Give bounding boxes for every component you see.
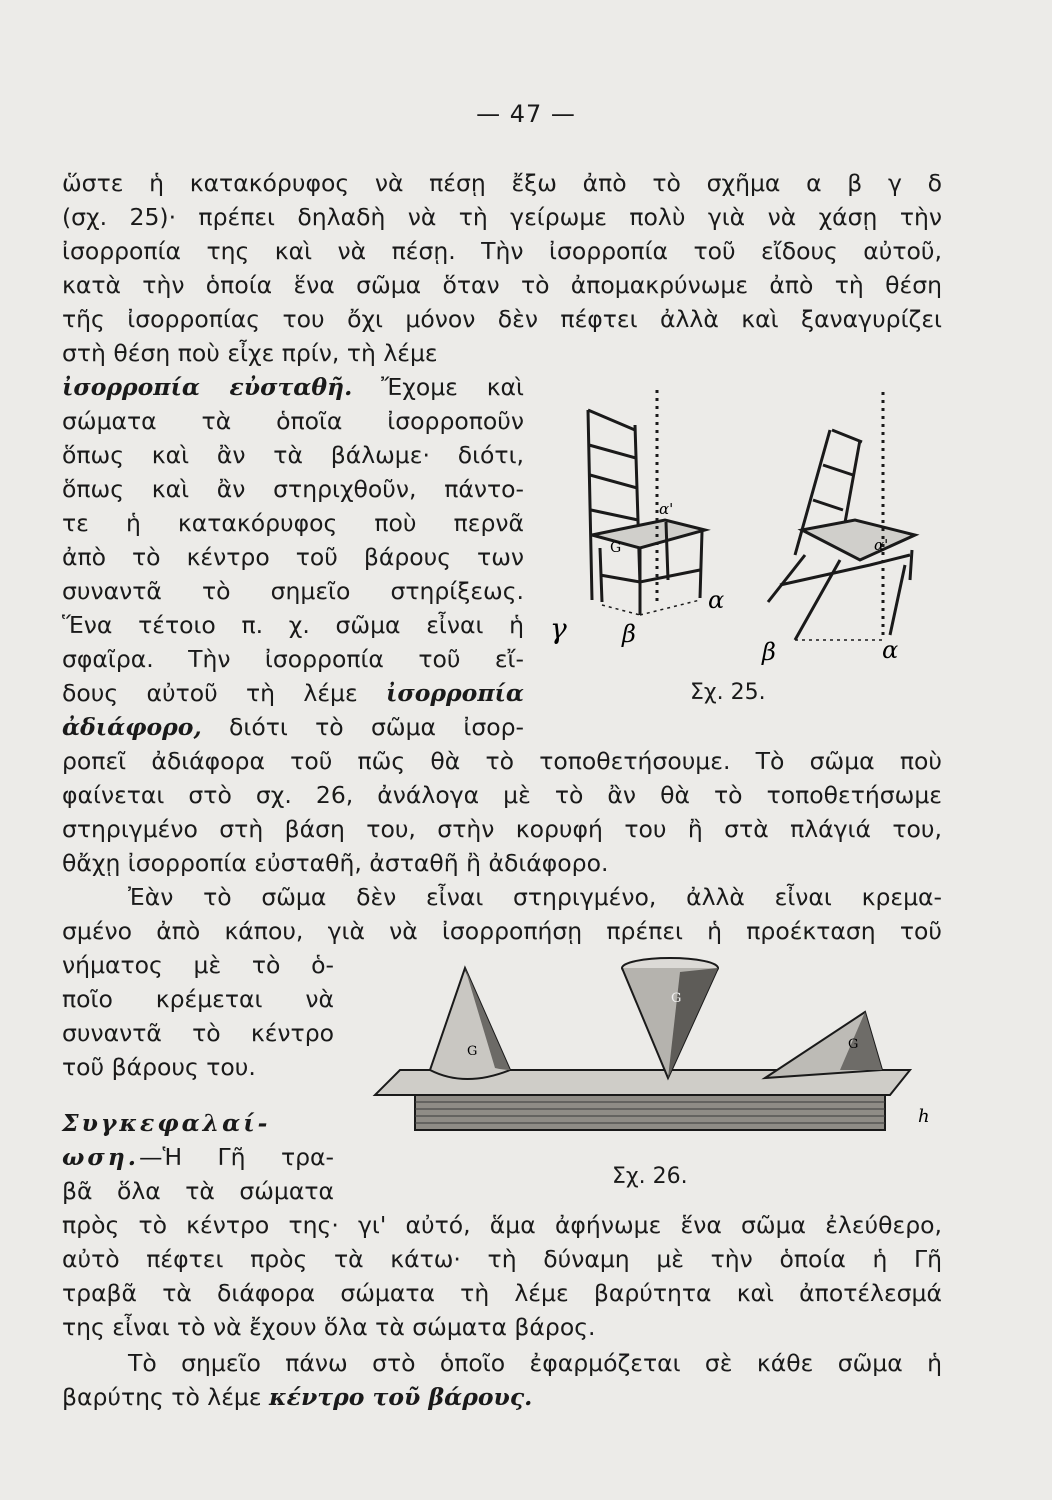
text-span: —Ἡ Γῆ τρα-: [138, 1143, 334, 1171]
figure-25-chairs: [540, 370, 940, 690]
text-line: Τὸ σημεῖο πάνω στὸ ὁποῖο ἐφαρμόζεται σὲ κάθε σῶμα ἡ: [128, 1349, 942, 1377]
text-line: ὅπως καὶ ἂν τὰ βάλωμε· διότι,: [62, 441, 524, 469]
label-gamma: γ: [550, 612, 567, 645]
label-alpha: α: [708, 586, 725, 614]
text-line: συναντᾶ τὸ κέντρο: [62, 1019, 334, 1047]
term-stable-equilibrium: ἰσορροπία εὐσταθῆ.: [62, 373, 353, 401]
text-line: σφαῖρα. Τὴν ἰσορροπία τοῦ εἴ-: [62, 645, 524, 673]
term-neutral-equilibrium: ἰσορροπία: [386, 679, 524, 707]
term-neutral: ἀδιάφορο,: [62, 713, 202, 741]
text-line: κατὰ τὴν ὁποία ἕνα σῶμα ὅταν τὸ ἀπομακρύνωμε ἀπὸ τὴ θέση: [62, 271, 942, 299]
figure-26-caption: Σχ. 26.: [612, 1164, 688, 1189]
text-line: ὥστε ἡ κατακόρυφος νὰ πέσῃ ἔξω ἀπὸ τὸ σχῆμα α β γ δ: [62, 169, 942, 197]
text-line: (σχ. 25)· πρέπει δηλαδὴ νὰ τὴ γείρωμε πολὺ γιὰ νὰ χάσῃ τὴν: [62, 203, 942, 231]
summary-heading: [62, 1106, 334, 1140]
text-line: Ἕνα τέτοιο π. χ. σῶμα εἶναι ἡ: [62, 611, 524, 639]
text-line: τοῦ βάρους του.: [62, 1053, 256, 1081]
text-line: βᾶ ὅλα τὰ σώματα: [62, 1177, 334, 1205]
text-line: της εἶναι τὸ νὰ ἔχουν ὅλα τὰ σώματα βάρος.: [62, 1313, 596, 1341]
text-line: τῆς ἰσορροπίας του ὄχι μόνον δὲν πέφτει ἀλλὰ καὶ ξαναγυρίζει: [62, 305, 942, 333]
text-line: ἀπὸ τὸ κέντρο τοῦ βάρους των: [62, 543, 524, 571]
text-line: [62, 1380, 942, 1414]
label-beta: β: [622, 620, 636, 648]
text-span: διότι τὸ σῶμα ἰσορ-: [201, 713, 524, 741]
text-span: Ἔχομε καὶ: [352, 373, 524, 401]
text-line: στηριγμένο στὴ βάση του, στὴν κορυφή του ἢ στὰ πλάγιά του,: [62, 815, 942, 843]
figure-26-cones: [370, 950, 960, 1140]
text-line: [62, 1140, 334, 1174]
text-line: ποῖο κρέμεται νὰ: [62, 985, 334, 1013]
text-line: θἄχῃ ἰσορροπία εὐσταθῆ, ἀσταθῆ ἢ ἀδιάφορο.: [62, 849, 609, 877]
label-g: G: [467, 1044, 478, 1059]
label-g: G: [848, 1037, 859, 1052]
text-line: Ἐὰν τὸ σῶμα δὲν εἶναι στηριγμένο, ἀλλὰ εἶναι κρεμα-: [128, 883, 942, 911]
text-line: σμένο ἀπὸ κάπου, γιὰ νὰ ἰσορροπήσῃ πρέπει ἡ προέκταση τοῦ: [62, 917, 942, 945]
label-beta: β: [762, 638, 776, 666]
figure-25-caption: Σχ. 25.: [690, 680, 766, 705]
term-center-of-gravity: κέντρο τοῦ βάρους.: [269, 1383, 533, 1411]
text-span: δους αὐτοῦ τὴ λέμε: [62, 679, 387, 707]
label-alpha-prime: α': [874, 536, 889, 554]
text-line: τε ἡ κατακόρυφος ποὺ περνᾶ: [62, 509, 524, 537]
text-line: νήματος μὲ τὸ ὁ-: [62, 951, 334, 979]
text-line: [62, 710, 524, 744]
text-line: συναντᾶ τὸ σημεῖο στηρίξεως.: [62, 577, 524, 605]
text-line: [62, 370, 524, 404]
text-span: βαρύτης τὸ λέμε: [62, 1383, 270, 1411]
text-line: φαίνεται στὸ σχ. 26, ἀνάλογα μὲ τὸ ἂν θὰ τὸ τοποθετήσωμε: [62, 781, 942, 809]
text-line: σώματα τὰ ὁποῖα ἰσορροποῦν: [62, 407, 524, 435]
label-g: G: [671, 991, 682, 1006]
text-line: πρὸς τὸ κέντρο της· γι' αὐτό, ἅμα ἀφήνωμε ἕνα σῶμα ἐλεύθερο,: [62, 1211, 942, 1239]
summary-heading-part: Συγκεφαλαί-: [62, 1109, 271, 1137]
text-line: [62, 676, 524, 710]
label-h: h: [918, 1106, 930, 1127]
text-line: στὴ θέση ποὺ εἶχε πρίν, τὴ λέμε: [62, 339, 438, 367]
label-alpha: α: [882, 636, 899, 664]
text-line: τραβᾶ τὰ διάφορα σώματα τὴ λέμε βαρύτητα καὶ ἀποτέλεσμά: [62, 1279, 942, 1307]
text-line: αὐτὸ πέφτει πρὸς τὰ κάτω· τὴ δύναμη μὲ τὴν ὁποία ἡ Γῆ: [62, 1245, 942, 1273]
text-line: ροπεῖ ἀδιάφορα τοῦ πῶς θὰ τὸ τοποθετήσουμε. Τὸ σῶμα ποὺ: [62, 747, 942, 775]
page-number: — 47 —: [476, 100, 576, 128]
label-alpha-prime: α': [659, 500, 674, 518]
text-line: ἰσορροπία της καὶ νὰ πέσῃ. Τὴν ἰσορροπία τοῦ εἴδους αὐτοῦ,: [62, 237, 942, 265]
label-g: G: [610, 540, 622, 556]
text-line: ὅπως καὶ ἂν στηριχθοῦν, πάντο-: [62, 475, 524, 503]
summary-heading-part: ωση.: [62, 1143, 139, 1171]
